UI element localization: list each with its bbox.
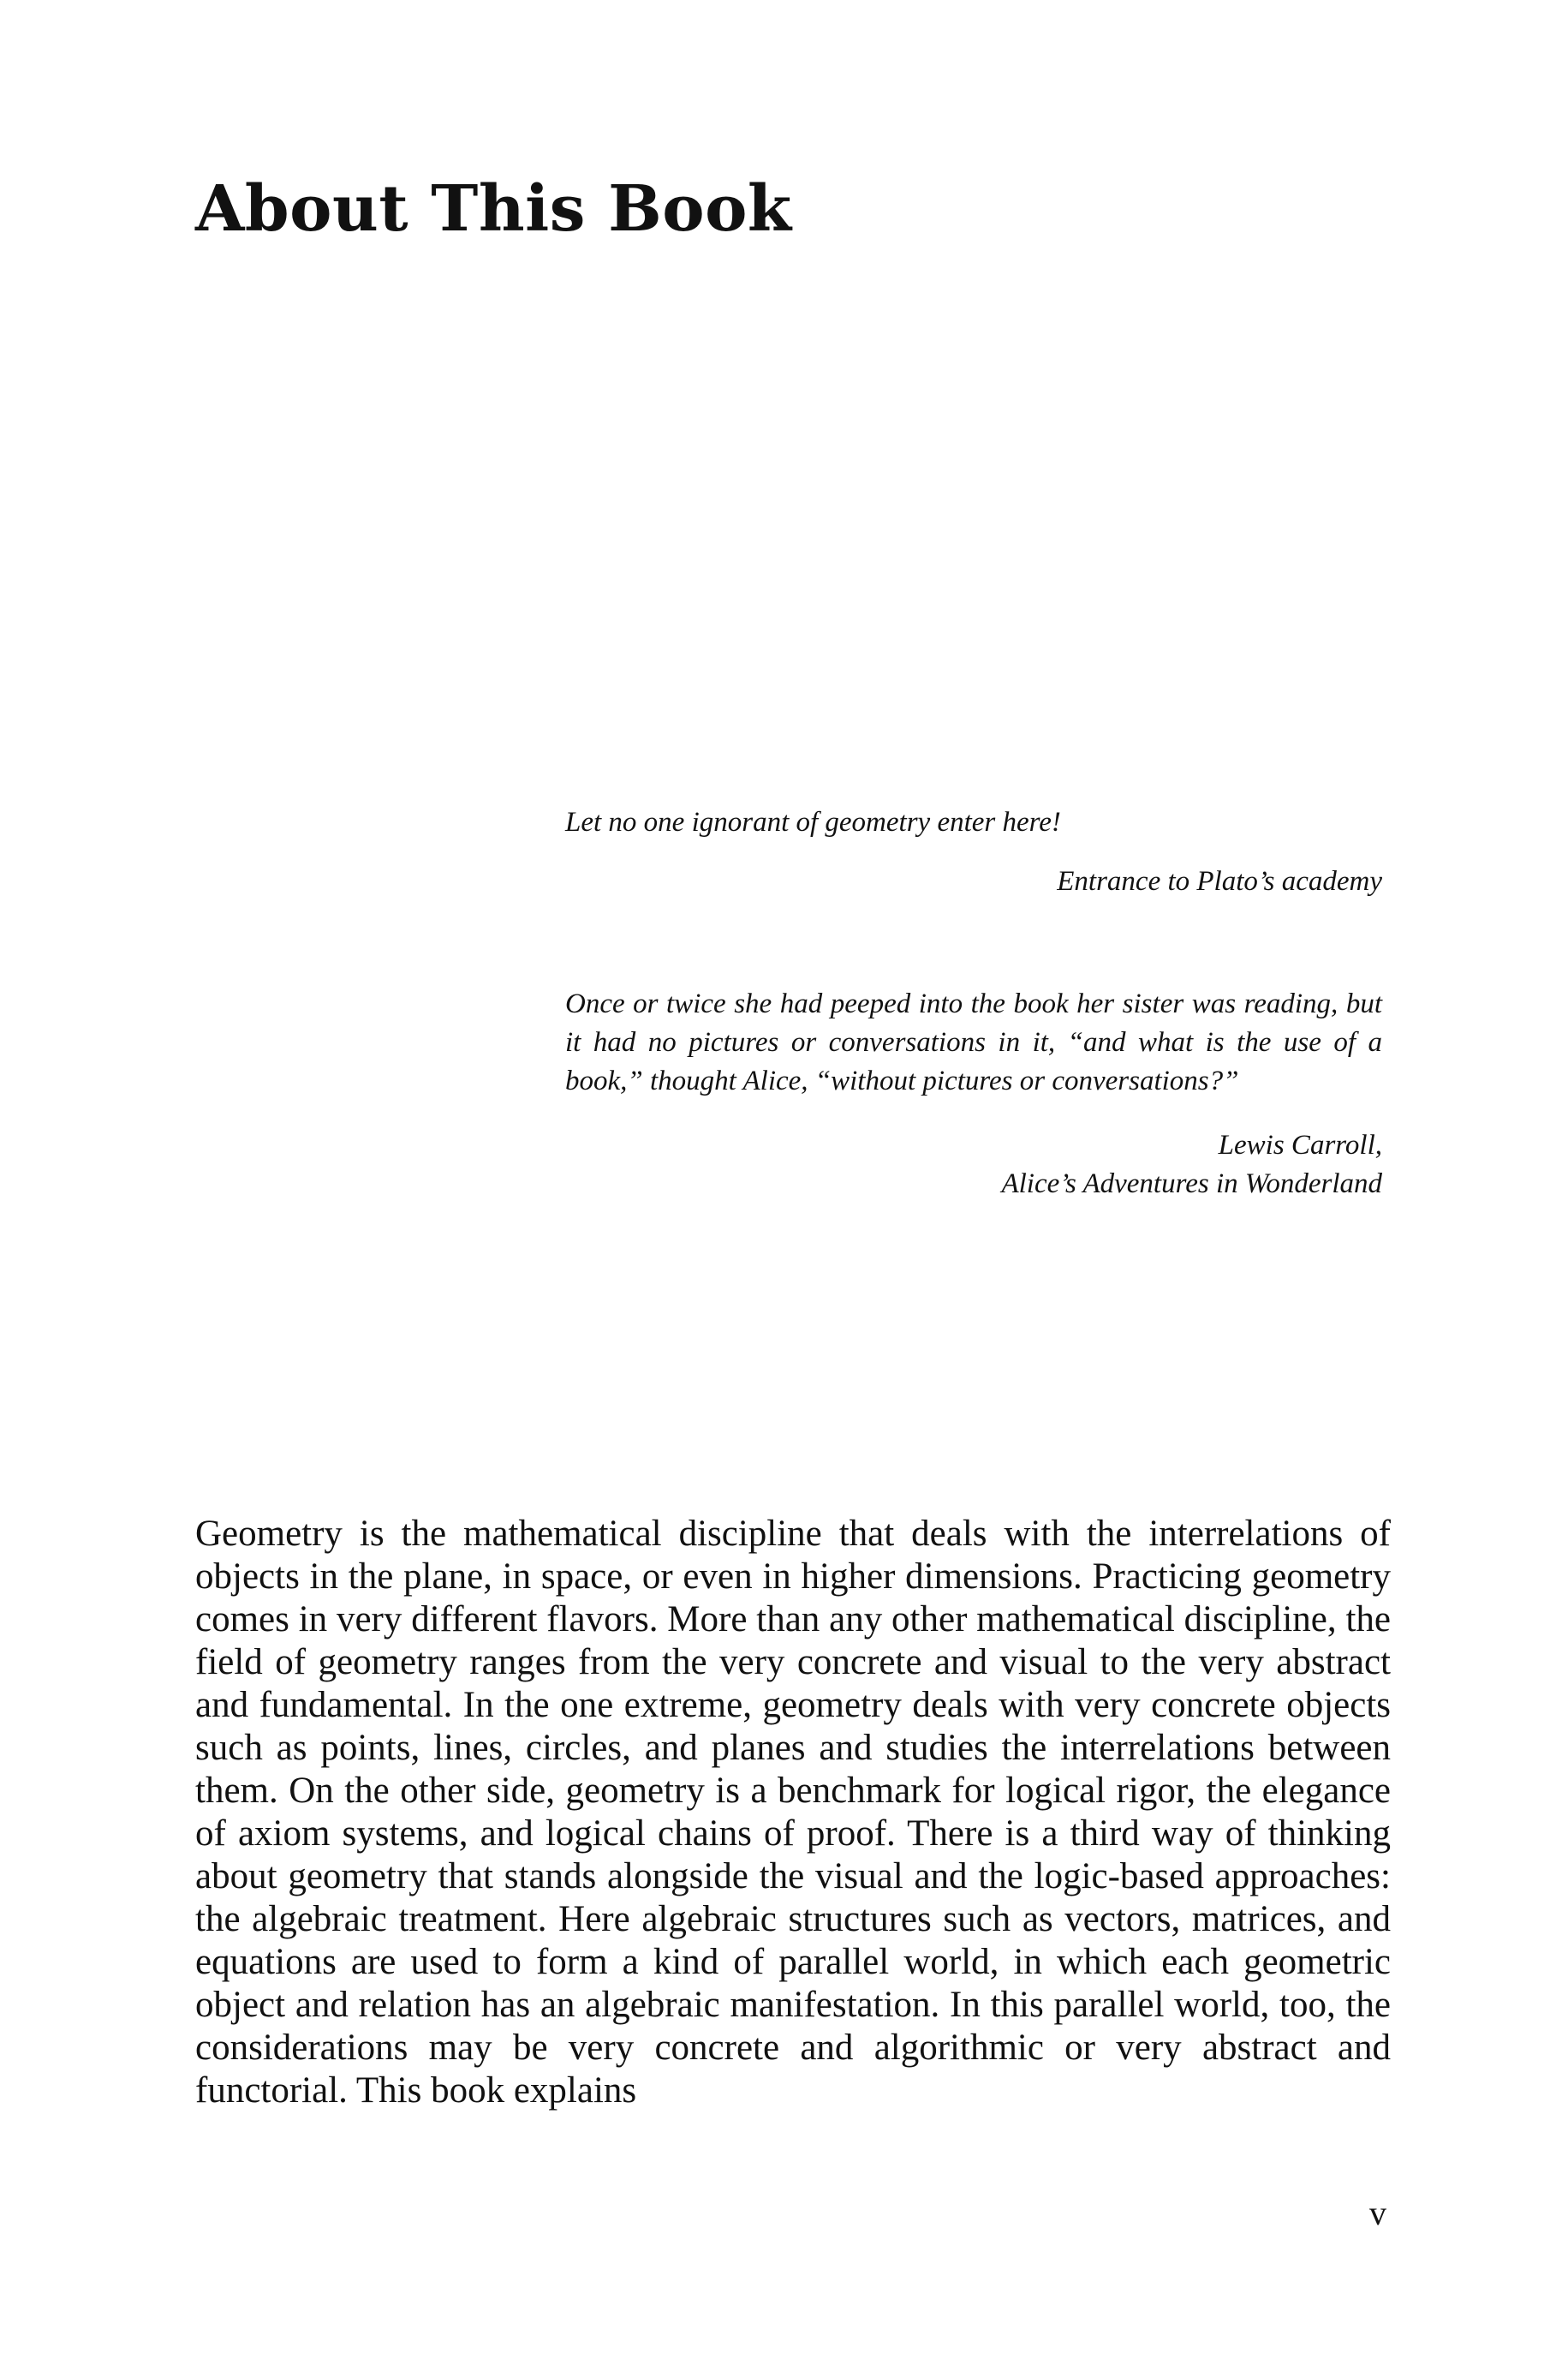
chapter-title: About This Book — [195, 172, 792, 246]
body-paragraph: Geometry is the mathematical discipline that deals with the interrelations of objects in the plane, in space, or even in higher dimensions. Practicing geometry comes in very different flavors. More than any other mathematical discipline, the field of geometry ranges from the very concrete and visual to the very abstract and fundamental. In the one extreme, geometry deals with very concrete objects such as points, lines, circles, and planes and studies the interrelations between them. On the other side, geometry is a benchmark for logical rigor, the elegance of axiom systems, and logical chains of proof. There is a third way of thinking about geometry that stands alongside the visual and the logic-based approaches: the algebraic treatment. Here algebraic structures such as vectors, matrices, and equations are used to form a kind of parallel world, in which each geometric object and relation has an algebraic manifestation. In this parallel world, too, the considerations may be very concrete and algorithmic or very abstract and functorial. This book explains — [195, 1514, 1391, 2111]
epigraph-carroll — [565, 985, 1382, 1203]
epigraph-plato — [565, 803, 1382, 901]
epigraph-attribution — [565, 1126, 1382, 1203]
epigraph-quote: Let no one ignorant of geometry enter here! — [565, 807, 1061, 838]
epigraph-quote: Once or twice she had peeped into the book her sister was reading, but it had no pictures or conversations in it, “and what is the use of a book,” thought Alice, “without pictures or conversations?” — [565, 988, 1382, 1096]
attribution-line: Entrance to Plato’s academy — [1057, 866, 1382, 897]
page-number: v — [1369, 2194, 1386, 2232]
attribution-line-work: Alice’s Adventures in Wonderland — [1001, 1168, 1382, 1199]
epigraph-attribution — [565, 863, 1382, 901]
attribution-line-author: Lewis Carroll, — [1218, 1130, 1382, 1161]
